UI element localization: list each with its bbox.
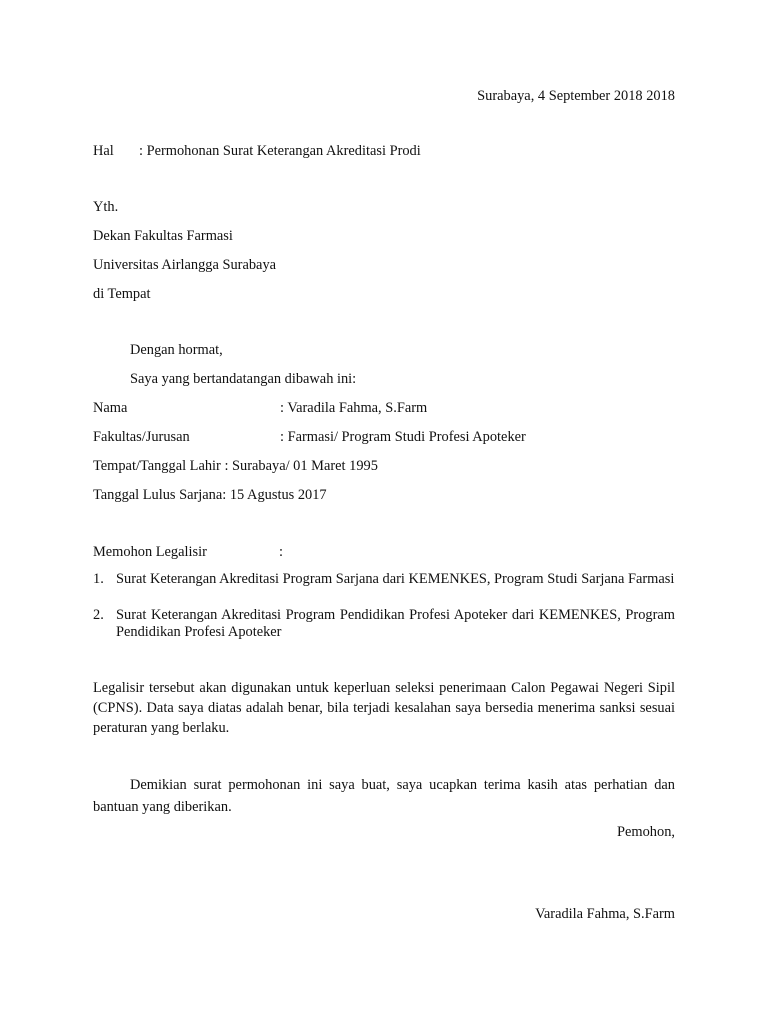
- name-label: Nama: [93, 400, 128, 416]
- request-colon: :: [279, 544, 283, 560]
- recipient-line-3: di Tempat: [93, 286, 151, 302]
- recipient-line-1: Dekan Fakultas Farmasi: [93, 228, 233, 244]
- list-item-text: Surat Keterangan Akreditasi Program Pendidikan Profesi Apoteker dari KEMENKES, Program Pendidikan Profesi Apoteker: [116, 607, 675, 640]
- birth-line: Tempat/Tanggal Lahir : Surabaya/ 01 Maret 1995: [93, 458, 378, 474]
- place-date: Surabaya, 4 September 2018 2018: [477, 88, 675, 104]
- name-value: : Varadila Fahma, S.Farm: [280, 400, 428, 416]
- list-item-number: 2.: [93, 607, 104, 623]
- closing-paragraph: Demikian surat permohonan ini saya buat, saya ucapkan terima kasih atas perhatian dan bantuan yang diberikan.: [93, 777, 675, 815]
- list-item-number: 1.: [93, 571, 104, 587]
- faculty-label: Fakultas/Jurusan: [93, 429, 190, 445]
- signoff: Pemohon,: [617, 824, 675, 840]
- signatory-name: Varadila Fahma, S.Farm: [535, 906, 675, 922]
- recipient-line-2: Universitas Airlangga Surabaya: [93, 257, 277, 273]
- recipient-salutation: Yth.: [93, 199, 119, 215]
- subject-value: : Permohonan Surat Keterangan Akreditasi Prodi: [139, 143, 421, 159]
- intro-line: Saya yang bertandatangan dibawah ini:: [130, 371, 357, 387]
- subject-label: Hal: [93, 143, 114, 159]
- list-item-text: Surat Keterangan Akreditasi Program Sarjana dari KEMENKES, Program Studi Sarjana Farmasi: [116, 571, 675, 587]
- graduation-line: Tanggal Lulus Sarjana: 15 Agustus 2017: [93, 487, 327, 503]
- greeting: Dengan hormat,: [130, 342, 223, 358]
- request-label: Memohon Legalisir: [93, 544, 207, 560]
- faculty-value: : Farmasi/ Program Studi Profesi Apoteker: [280, 429, 526, 445]
- purpose-paragraph: Legalisir tersebut akan digunakan untuk keperluan seleksi penerimaan Calon Pegawai Negeri Sipil (CPNS). Data saya diatas adalah benar, bila terjadi kesalahan saya bersedia menerima sanksi sesuai peraturan yang berlaku.: [93, 680, 675, 736]
